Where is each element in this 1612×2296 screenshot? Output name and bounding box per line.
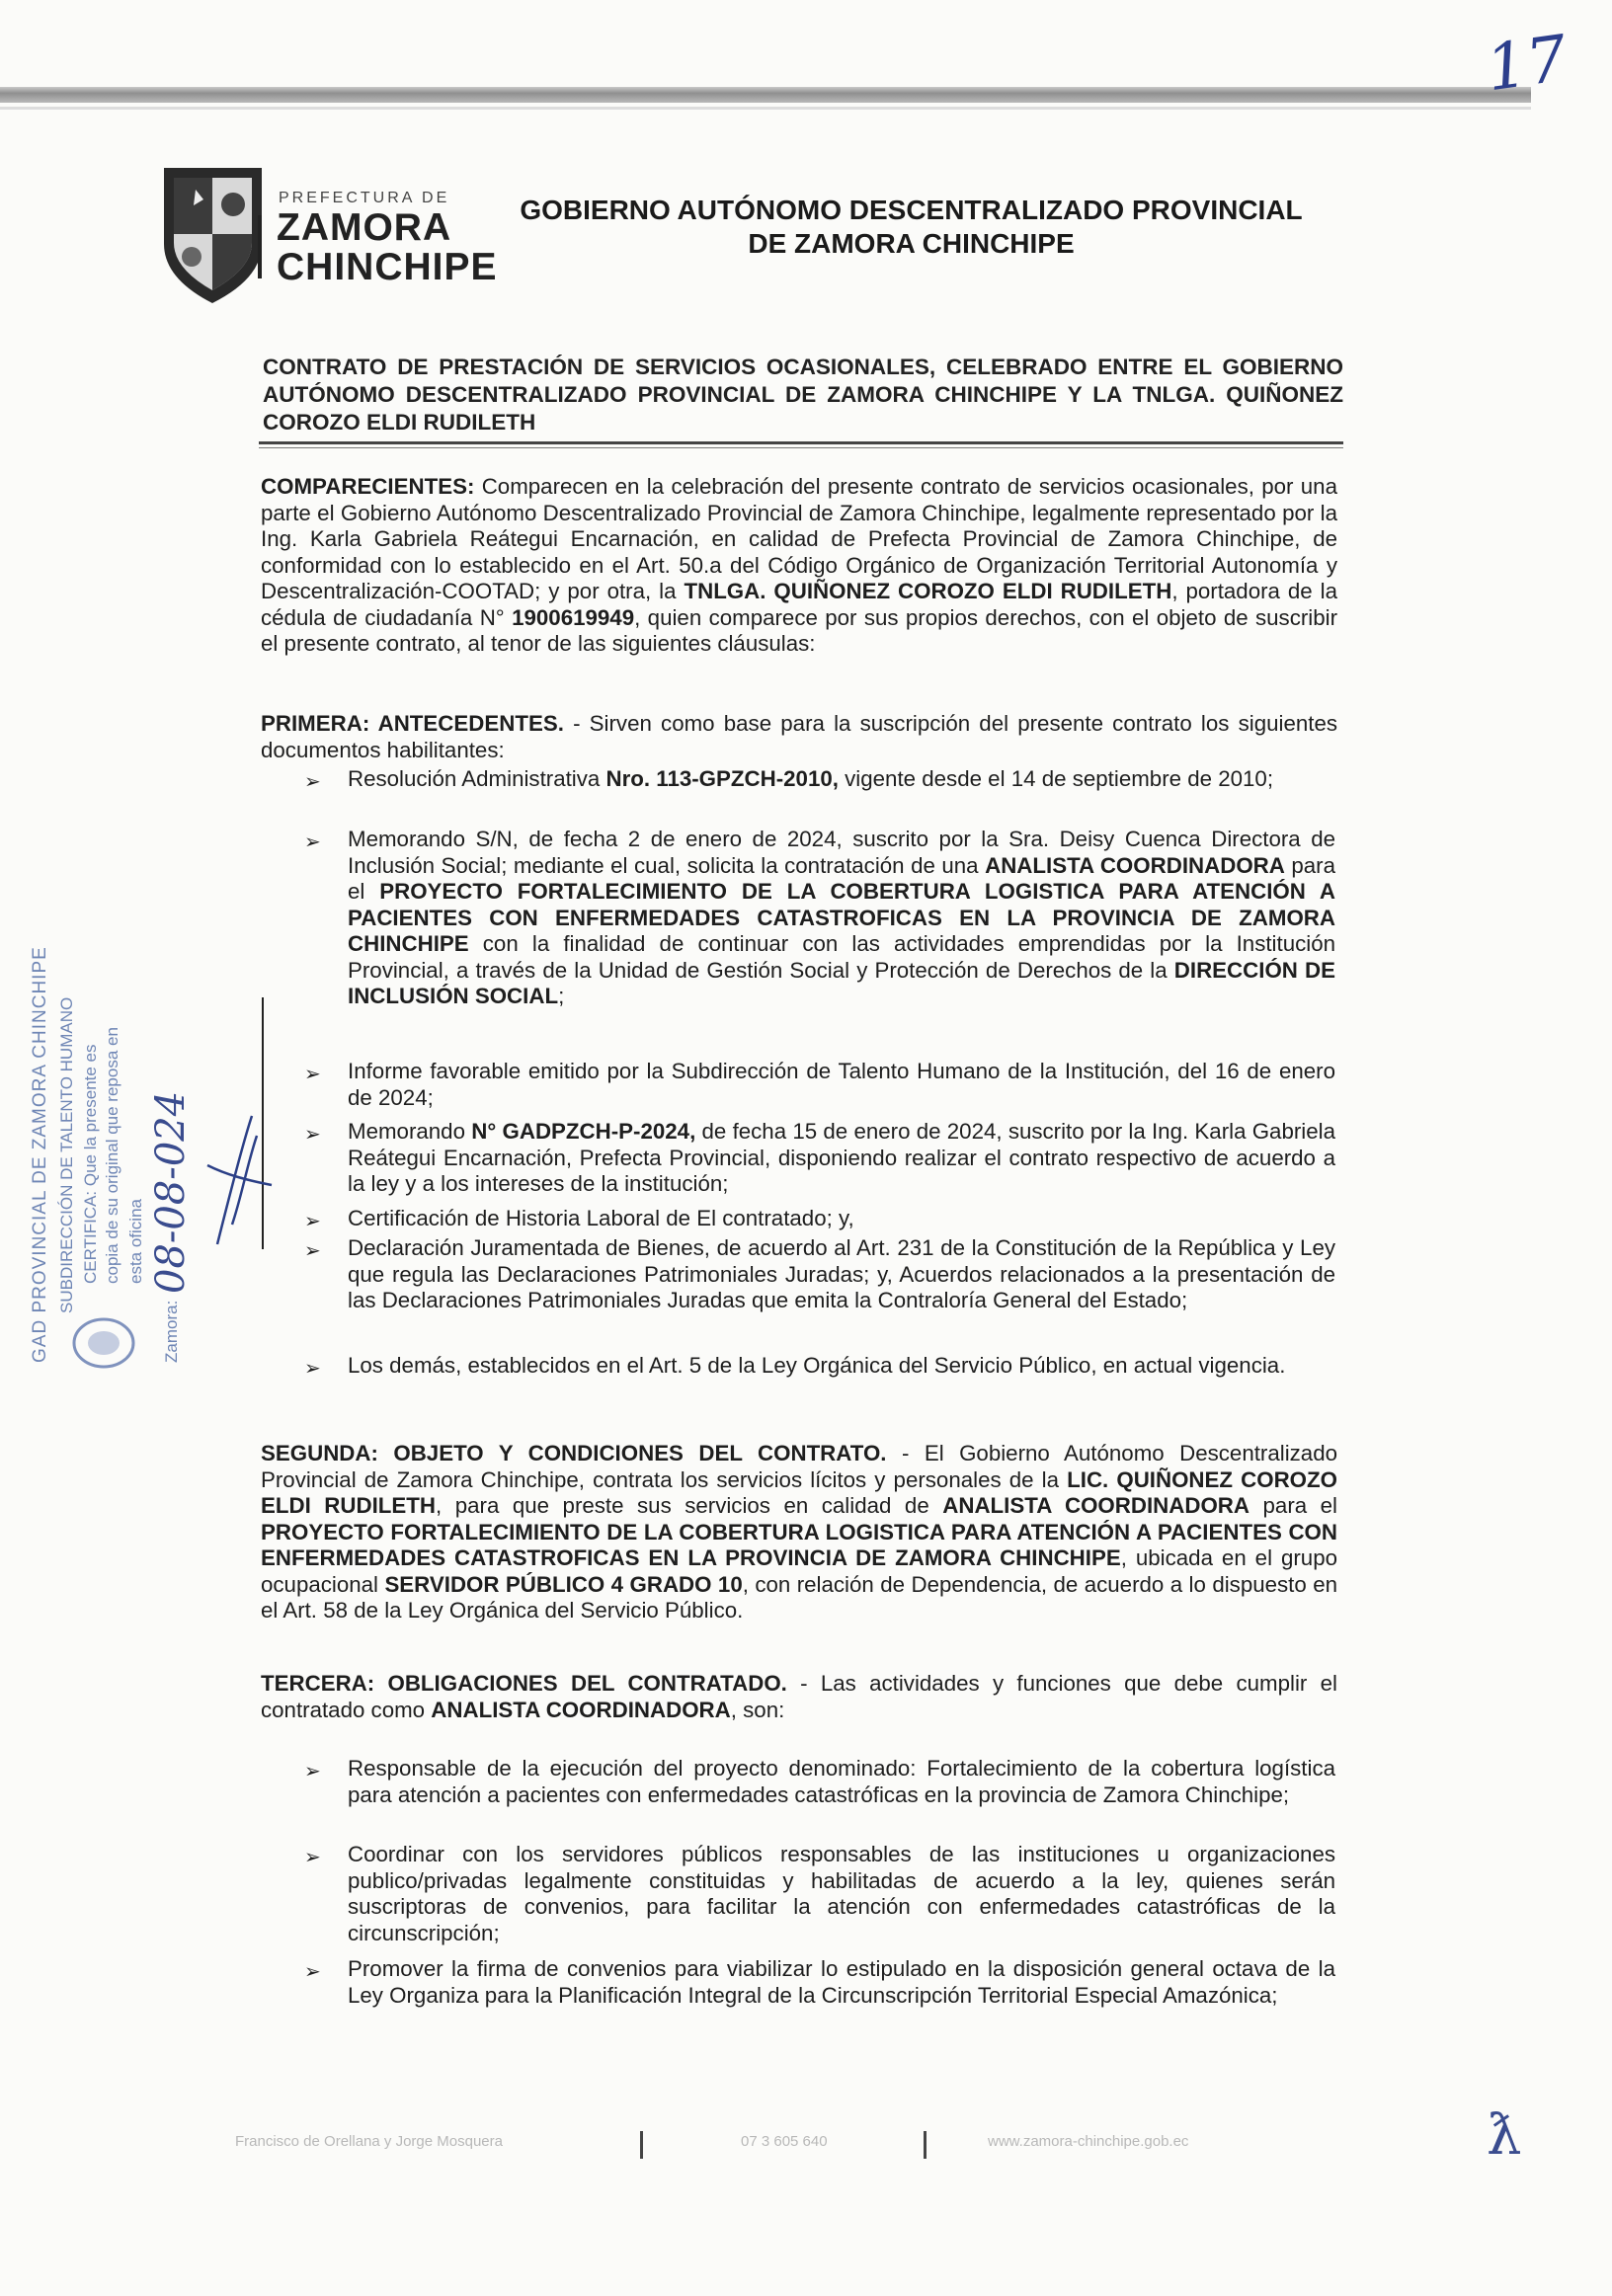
obligacion-item-1: Responsable de la ejecución del proyecto denominado: Fortalecimiento de la cobertura logística para atención a pacientes con enfermedades catastróficas en la provincia de Zamora Chinchipe; (348, 1756, 1335, 1807)
tercera-text: , son: (730, 1697, 785, 1722)
tercera-paragraph (261, 1671, 1337, 1723)
primera-paragraph (261, 711, 1337, 763)
handwritten-mark: ƛ (1487, 2103, 1522, 2168)
stamp-handwritten-date: 08-08-024 (148, 1090, 194, 1294)
contract-title: CONTRATO DE PRESTACIÓN DE SERVICIOS OCASIONALES, CELEBRADO ENTRE EL GOBIERNO AUTÓNOMO DESCENTRALIZADO PROVINCIAL DE ZAMORA CHINCHIPE Y LA TNLGA. QUIÑONEZ COROZO ELDI RUDILETH (263, 355, 1343, 435)
antecedente-item-2 (348, 827, 1335, 1010)
arrow-bullet-icon: ➢ (304, 1847, 321, 1868)
segunda-project: PROYECTO FORTALECIMIENTO DE LA COBERTURA LOGISTICA PARA ATENCIÓN A PACIENTES CON ENFERMEDADES CATASTROFICAS EN LA PROVINCIA DE ZAMORA CHINCHIPE (261, 1519, 1337, 1570)
stamp-line1: GAD PROVINCIAL DE ZAMORA CHINCHIPE (30, 946, 50, 1363)
title-rule (259, 441, 1343, 444)
stamp-line2: SUBDIRECCIÓN DE TALENTO HUMANO (57, 996, 76, 1313)
footer-web: www.zamora-chinchipe.gob.ec (988, 2133, 1189, 2150)
item-text: Memorando (348, 1119, 472, 1144)
stamp-seal-icon (59, 1313, 148, 1373)
institution-heading (474, 194, 1348, 261)
logo-divider (258, 215, 262, 278)
scan-top-band-shadow (0, 107, 1531, 110)
item-bold: DIRECCIÓN DE INCLUSIÓN SOCIAL (348, 957, 1335, 1008)
scan-top-band (0, 87, 1531, 103)
antecedente-item-4 (348, 1119, 1335, 1198)
comparecientes-name: TNLGA. QUIÑONEZ COROZO ELDI RUDILETH (684, 579, 1172, 603)
logo-name-line1: ZAMORA (277, 206, 452, 249)
arrow-bullet-icon: ➢ (304, 771, 321, 793)
primera-label: PRIMERA: ANTECEDENTES. (261, 711, 564, 736)
item-text: Resolución Administrativa (348, 766, 606, 791)
arrow-bullet-icon: ➢ (304, 831, 321, 853)
tercera-text: - Las actividades y funciones que debe cumplir el contratado como (261, 1671, 1337, 1722)
comparecientes-text3: , quien comparece por sus propios derechos, con el objeto de suscribir el presente contrato, al tenor de las siguientes cláusulas: (261, 604, 1337, 656)
antecedente-item-7: Los demás, establecidos en el Art. 5 de la Ley Orgánica del Servicio Público, en actual vigencia. (348, 1353, 1286, 1378)
arrow-bullet-icon: ➢ (304, 1761, 321, 1782)
primera-text: - Sirven como base para la suscripción del presente contrato los siguientes documentos habilitantes: (261, 711, 1337, 762)
segunda-name: LIC. QUIÑONEZ COROZO ELDI RUDILETH (261, 1466, 1337, 1518)
tercera-role: ANALISTA COORDINADORA (431, 1697, 731, 1722)
footer-address: Francisco de Orellana y Jorge Mosquera (235, 2133, 503, 2150)
antecedente-item-1 (348, 766, 1335, 793)
arrow-bullet-icon: ➢ (304, 1240, 321, 1262)
item-bold: PROYECTO FORTALECIMIENTO DE LA COBERTURA LOGISTICA PARA ATENCIÓN A PACIENTES CON ENFERMEDADES CATASTROFICAS EN LA PROVINCIA DE ZAMORA CHINCHIPE (348, 879, 1335, 956)
segunda-paragraph (261, 1441, 1337, 1624)
stamp-line5: esta oficina (126, 1199, 145, 1284)
item-text: de fecha 15 de enero de 2024, suscrito por la Ing. Karla Gabriela Reátegui Encarnación, Prefecta Provincial, disponiendo realizar el contrato respectivo de acuerdo a la ley y a los intereses de la institución; (348, 1119, 1335, 1196)
arrow-bullet-icon: ➢ (304, 1064, 321, 1085)
stamp-place: Zamora: (162, 1300, 181, 1363)
item-bold: Nro. 113-GPZCH-2010, (605, 766, 839, 791)
tercera-label: TERCERA: OBLIGACIONES DEL CONTRATADO. (261, 1671, 787, 1696)
logo-name-line2: CHINCHIPE (277, 246, 498, 288)
obligacion-item-3: Promover la firma de convenios para viabilizar lo estipulado en la disposición general octava de la Ley Organiza para la Planificación Integral de la Circunscripción Territorial Especial Amazónica; (348, 1956, 1335, 2008)
handwritten-page-number: 17 (1482, 22, 1572, 107)
comparecientes-text2: , portadora de la cédula de ciudadanía N° (261, 579, 1337, 630)
segunda-role: ANALISTA COORDINADORA (942, 1493, 1250, 1518)
footer-phone: 07 3 605 640 (741, 2133, 828, 2150)
prefectura-shield-logo (156, 160, 270, 308)
item-text: Memorando S/N, de fecha 2 de enero de 2024, suscrito por la Sra. Deisy Cuenca Directora de Inclusión Social; mediante el cual, solicita la contratación de una (348, 827, 1335, 878)
item-bold: N° GADPZCH-P-2024, (471, 1119, 696, 1144)
antecedente-item-6: Declaración Juramentada de Bienes, de acuerdo al Art. 231 de la Constitución de la República y Ley que regula las Declaraciones Patrimoniales Juradas; y, Acuerdos relacionados a la presentación de las Declaraciones Patrimoniales Juradas que emita la Contraloría General del Estado; (348, 1235, 1335, 1312)
footer-separator (640, 2131, 643, 2159)
arrow-bullet-icon: ➢ (304, 1211, 321, 1232)
logo-prefix: PREFECTURA DE (279, 190, 450, 206)
institution-line1: GOBIERNO AUTÓNOMO DESCENTRALIZADO PROVINCIAL (520, 195, 1303, 225)
segunda-text: , para que preste sus servicios en calidad de (436, 1493, 943, 1518)
stamp-line4: copia de su original que reposa en (103, 1027, 121, 1284)
segunda-group: SERVIDOR PÚBLICO 4 GRADO 10 (384, 1571, 743, 1597)
antecedente-item-5: Certificación de Historia Laboral de El contratado; y, (348, 1206, 854, 1230)
item-text: para el (348, 852, 1336, 904)
comparecientes-label: COMPARECIENTES: (261, 474, 475, 499)
item-text: ; (558, 984, 565, 1008)
logo-name (277, 208, 498, 287)
segunda-text: - El Gobierno Autónomo Descentralizado Provincial de Zamora Chinchipe, contrata los servicios lícitos y personales de la (261, 1441, 1337, 1492)
segunda-text: para el (1249, 1493, 1338, 1518)
item-text: con la finalidad de continuar con las actividades emprendidas por la Institución Provincial, a través de la Unidad de Gestión Social y Protección de Derechos de la (348, 931, 1335, 983)
footer-separator (924, 2131, 927, 2159)
title-rule-thin (259, 447, 1343, 448)
stamp-line3: CERTIFICA: Que la presente es (81, 1044, 100, 1284)
antecedente-item-3: Informe favorable emitido por la Subdirección de Talento Humano de la Institución, del 16 de enero de 2024; (348, 1059, 1335, 1110)
comparecientes-paragraph (261, 474, 1337, 658)
item-text: vigente desde el 14 de septiembre de 2010; (838, 766, 1274, 791)
arrow-bullet-icon: ➢ (304, 1961, 321, 1983)
segunda-label: SEGUNDA: OBJETO Y CONDICIONES DEL CONTRATO. (261, 1441, 887, 1465)
comparecientes-cedula: 1900619949 (512, 604, 635, 630)
item-bold: ANALISTA COORDINADORA (985, 852, 1285, 878)
arrow-bullet-icon: ➢ (304, 1124, 321, 1146)
obligacion-item-2: Coordinar con los servidores públicos responsables de las instituciones u organizaciones publico/privadas legalmente constituidas y habilitadas de acuerdo a la ley, quienes serán suscriptoras de convenios, para facilitar la atención con enfermedades catastróficas de la circunscripción; (348, 1842, 1335, 1945)
institution-line2: DE ZAMORA CHINCHIPE (748, 228, 1075, 259)
handwritten-signature (198, 1106, 277, 1254)
segunda-text: , con relación de Dependencia, de acuerdo a lo dispuesto en el Art. 58 de la Ley Orgánica del Servicio Público. (261, 1571, 1337, 1623)
comparecientes-text1: Comparecen en la celebración del presente contrato de servicios ocasionales, por una parte el Gobierno Autónomo Descentralizado Provincial de Zamora Chinchipe, legalmente representado por la Ing. Karla Gabriela Reátegui Encarnación, en calidad de Prefecta Provincial de Zamora Chinchipe, de conformidad con lo establecido en el Art. 50.a del Código Orgánico de Organización Territorial Autonomía y Descentralización-COOTAD; y por otra, la (261, 474, 1337, 603)
segunda-text: , ubicada en el grupo ocupacional (261, 1545, 1337, 1597)
arrow-bullet-icon: ➢ (304, 1358, 321, 1380)
